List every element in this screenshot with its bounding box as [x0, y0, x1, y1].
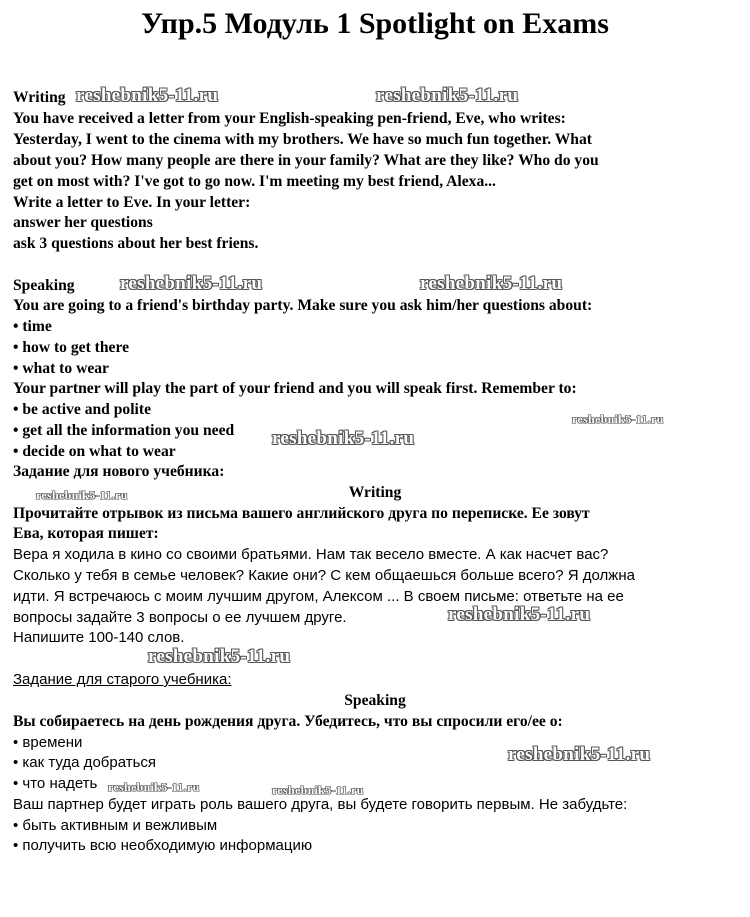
old-textbook-task-line: Вы собираетесь на день рождения друга. Убедитесь, что вы спросили его/ее о:	[13, 713, 563, 730]
watermark: reshebnik5-11.ru	[120, 273, 263, 294]
new-textbook-task-line: Прочитайте отрывок из письма вашего английского друга по переписке. Ее зовут	[13, 505, 590, 522]
writing-line: Write a letter to Eve. In your letter:	[13, 194, 251, 211]
new-textbook-body-line: идти. Я встречаюсь с моим лучшим другом, Алексом ... В своем письме: ответьте на ее	[13, 588, 624, 605]
old-textbook-item: • времени	[13, 734, 83, 751]
speaking-remember-item: • be active and polite	[13, 401, 151, 418]
watermark: reshebnik5-11.ru	[508, 744, 651, 765]
old-textbook-heading: Задание для старого учебника:	[13, 671, 232, 688]
watermark: reshebnik5-11.ru	[420, 273, 563, 294]
new-textbook-body-line: Вера я ходила в кино со своими братьями. Нам так весело вместе. А как насчет вас?	[13, 546, 609, 563]
watermark: reshebnik5-11.ru	[76, 85, 219, 106]
watermark: reshebnik5-11.ru	[572, 412, 664, 426]
watermark: reshebnik5-11.ru	[376, 85, 519, 106]
speaking-remember-item: • decide on what to wear	[13, 443, 176, 460]
writing-line: get on most with? I've got to go now. I'm meeting my best friend, Alexa...	[13, 173, 496, 190]
watermark: reshebnik5-11.ru	[108, 780, 200, 794]
old-textbook-item: • что надеть	[13, 775, 98, 792]
new-textbook-body-line: Напишите 100-140 слов.	[13, 629, 185, 646]
writing-line: ask 3 questions about her best friens.	[13, 235, 259, 252]
speaking-ask-item: • how to get there	[13, 339, 130, 356]
new-textbook-heading: Задание для нового учебника:	[13, 463, 225, 480]
watermark: reshebnik5-11.ru	[36, 488, 128, 502]
speaking-remember-item: • get all the information you need	[13, 422, 235, 439]
new-textbook-subheading: Writing	[348, 484, 402, 501]
new-textbook-body-line: Сколько у тебя в семье человек? Какие они? С кем общаешься больше всего? Я должна	[13, 567, 635, 584]
watermark: reshebnik5-11.ru	[148, 646, 291, 667]
speaking-ask-item: • what to wear	[13, 360, 109, 377]
writing-line: Yesterday, I went to the cinema with my brothers. We have so much fun together. What	[13, 131, 592, 148]
speaking-intro: You are going to a friend's birthday party. Make sure you ask him/her questions about:	[13, 297, 593, 314]
new-textbook-task-line: Ева, которая пишет:	[13, 525, 159, 542]
old-textbook-subheading: Speaking	[344, 692, 406, 709]
page-title: Упр.5 Модуль 1 Spotlight on Exams	[141, 7, 609, 40]
new-textbook-body-line: вопросы задайте 3 вопросы о ее лучшем друге.	[13, 609, 347, 626]
watermark: reshebnik5-11.ru	[272, 428, 415, 449]
speaking-ask-item: • time	[13, 318, 52, 335]
speaking-partner-line: Your partner will play the part of your friend and you will speak first. Remember to:	[13, 380, 577, 397]
writing-line: answer her questions	[13, 214, 153, 231]
watermark: reshebnik5-11.ru	[272, 783, 364, 797]
writing-line: about you? How many people are there in your family? What are they like? Who do you	[13, 152, 599, 169]
writing-line: You have received a letter from your English-speaking pen-friend, Eve, who writes:	[13, 110, 566, 127]
writing-heading: Writing	[13, 89, 66, 106]
old-textbook-item: • как туда добраться	[13, 754, 157, 771]
speaking-heading: Speaking	[13, 277, 75, 294]
old-textbook-remember-item: • получить всю необходимую информацию	[13, 837, 313, 854]
watermark: reshebnik5-11.ru	[448, 604, 591, 625]
old-textbook-partner-line: Ваш партнер будет играть роль вашего друга, вы будете говорить первым. Не забудьте:	[13, 796, 628, 813]
old-textbook-remember-item: • быть активным и вежливым	[13, 817, 218, 834]
